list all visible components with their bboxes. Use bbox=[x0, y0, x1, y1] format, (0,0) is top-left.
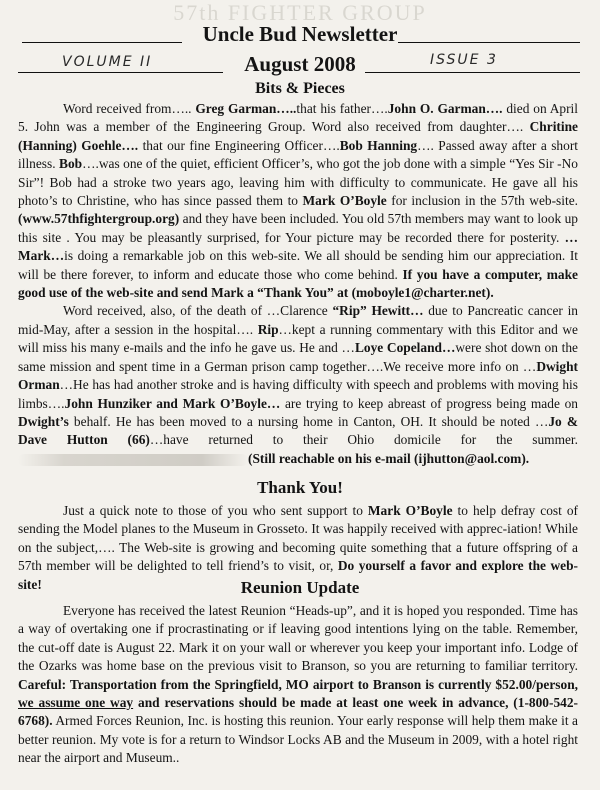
bold-text-run: John O. Garman…. bbox=[387, 101, 503, 116]
issue-date: August 2008 bbox=[244, 52, 356, 76]
text-run: due to Pancreatic cancer in mid-May, after a session in the hospital…. bbox=[18, 303, 578, 337]
bold-text-run: Careful: Transportation from the Springfield, MO airport to Branson is currently $52.00/person, bbox=[18, 676, 578, 692]
issue-handwritten: ISSUE 3 bbox=[430, 52, 498, 68]
bits-body bbox=[18, 100, 578, 468]
section-title-bits: Bits & Pieces bbox=[255, 80, 345, 97]
text-run: and they have been included. You old 57th members may want to look up this site . You may be pleasantly surprised, for Your picture may be recorded there for posterity. bbox=[18, 211, 578, 245]
text-run: that his father…. bbox=[296, 101, 388, 116]
reunion-body bbox=[18, 602, 578, 768]
bold-text-run: Mark O’Boyle bbox=[302, 193, 387, 209]
text-run: ….was one of the quiet, efficient Officer’s, who got the job done with a simple “Yes Sir -No Sir”! Bob had a stroke two years ago, leaving him with difficulty to communicate. He gave all his photo’s to Christine, who has since passed them to bbox=[18, 156, 578, 209]
text-run: to help defray cost of sending the Model planes to the Museum in Grosseto. It was happily received with apprec-iation! While on the subject,…. The Web-site is growing and becoming quite something that a future offspring of a 57th member will be delighted to tell friend’s to visit, or, bbox=[18, 503, 578, 574]
bold-text-run: …Mark… bbox=[18, 229, 578, 264]
text-run: behalf. He has been moved to a nursing home in Canton, OH. It should be noted … bbox=[68, 413, 549, 429]
bold-text-run: Greg Garman….. bbox=[195, 101, 297, 116]
bold-text-run: “Rip” Hewitt… bbox=[332, 303, 424, 319]
bold-text-run: we assume one way bbox=[18, 695, 134, 711]
text-run: Armed Forces Reunion, Inc. is hosting this reunion. Your early response will help them make it a better reunion. My vote is for a return to Windsor Locks AB and the Museum in 2009, with a hotel right near the airport and Museum.. bbox=[18, 713, 578, 766]
volume-handwritten: VOLUME II bbox=[62, 54, 153, 70]
text-run: were shot down on the same mission and spent time in a German prison camp together….We receive more info on … bbox=[18, 340, 578, 374]
text-run: Everyone has received the latest Reunion “Heads-up”, and it is hoped you responded. Time has a way of overtaking one if procrastinating or if leaving good intentions lying on the table. Remember, the cut-off date is August 22. Mark it on your wall or wherever you keep your important info. Lodge of the Ozarks was home base on the previous visit to Branson, so you are returning to familiar territory. bbox=[18, 603, 578, 674]
masthead-row-date bbox=[0, 52, 600, 76]
blurred-text bbox=[18, 454, 248, 466]
bold-text-run: Jo & Dave Hutton (66) bbox=[18, 413, 578, 448]
bold-text-run: Dwight’s bbox=[18, 413, 69, 429]
section-title-reunion: Reunion Update bbox=[240, 578, 360, 597]
bold-text-run: Dwight Orman bbox=[18, 358, 578, 393]
bold-text-run: If you have a computer, make good use of the web-site and send Mark a “Thank You” at (moboyle1@charter.net). bbox=[18, 266, 578, 301]
bold-text-run: Rip bbox=[257, 321, 279, 337]
bold-text-run: John Hunziker and Mark O’Boyle… bbox=[64, 395, 281, 411]
newsletter-title: Uncle Bud Newsletter bbox=[202, 22, 398, 46]
text-run: are trying to keep abreast of progress being made on bbox=[280, 395, 578, 411]
text-run: …kept a running commentary with this Editor and we will miss his many e-mails and the info he gave us. He and … bbox=[18, 321, 578, 356]
bold-text-run: Bob bbox=[59, 156, 83, 172]
bold-text-run: Mark O’Boyle bbox=[367, 503, 453, 518]
text-run: Word received from….. bbox=[63, 101, 196, 116]
bits-paragraph-2 bbox=[18, 302, 578, 468]
bold-text-run: (Still reachable on his e-mail (ijhutton@aol.com). bbox=[248, 450, 530, 466]
bold-text-run: Chritine (Hanning) Goehle…. bbox=[18, 119, 578, 153]
text-run: for inclusion in the 57th web-site. bbox=[386, 193, 578, 209]
text-run: Just a quick note to those of you who sent support to bbox=[63, 503, 368, 518]
reunion-paragraph-1 bbox=[18, 602, 578, 768]
bold-text-run: (www.57thfightergroup.org) bbox=[18, 211, 180, 227]
bold-text-run: Bob Hanning bbox=[339, 137, 418, 153]
bold-text-run: Loye Copeland… bbox=[354, 340, 456, 356]
section-title-thanks: Thank You! bbox=[257, 478, 343, 497]
text-run: that our fine Engineering Officer…. bbox=[138, 137, 340, 153]
bits-paragraph-1 bbox=[18, 100, 578, 302]
text-run: died on April 5. John was a member of the Engineering Group. Word also received from daughter…. bbox=[18, 101, 578, 135]
text-run: is doing a remarkable job on this web-site. We all should be sending him our appreciation. It will be there forever, to inform and educate those who come behind. bbox=[18, 248, 578, 282]
bold-text-run: Do yourself a favor and explore the web-site! bbox=[18, 558, 578, 592]
text-run: …have returned to their Ohio domicile for the summer. bbox=[149, 432, 578, 448]
text-run: Word received, also, of the death of …Clarence bbox=[63, 303, 333, 319]
bold-text-run: and reservations should be made at least one week in advance, (1-800-542-6768). bbox=[18, 695, 579, 729]
text-run: …. Passed away after a short illness. bbox=[18, 137, 578, 172]
bleed-through-header: 57th FIGHTER GROUP bbox=[173, 0, 427, 25]
text-run: …He has had another stroke and is having difficulty with speech and problems with moving his limbs…. bbox=[18, 377, 578, 411]
masthead bbox=[0, 22, 600, 88]
masthead-row-title bbox=[0, 22, 600, 46]
